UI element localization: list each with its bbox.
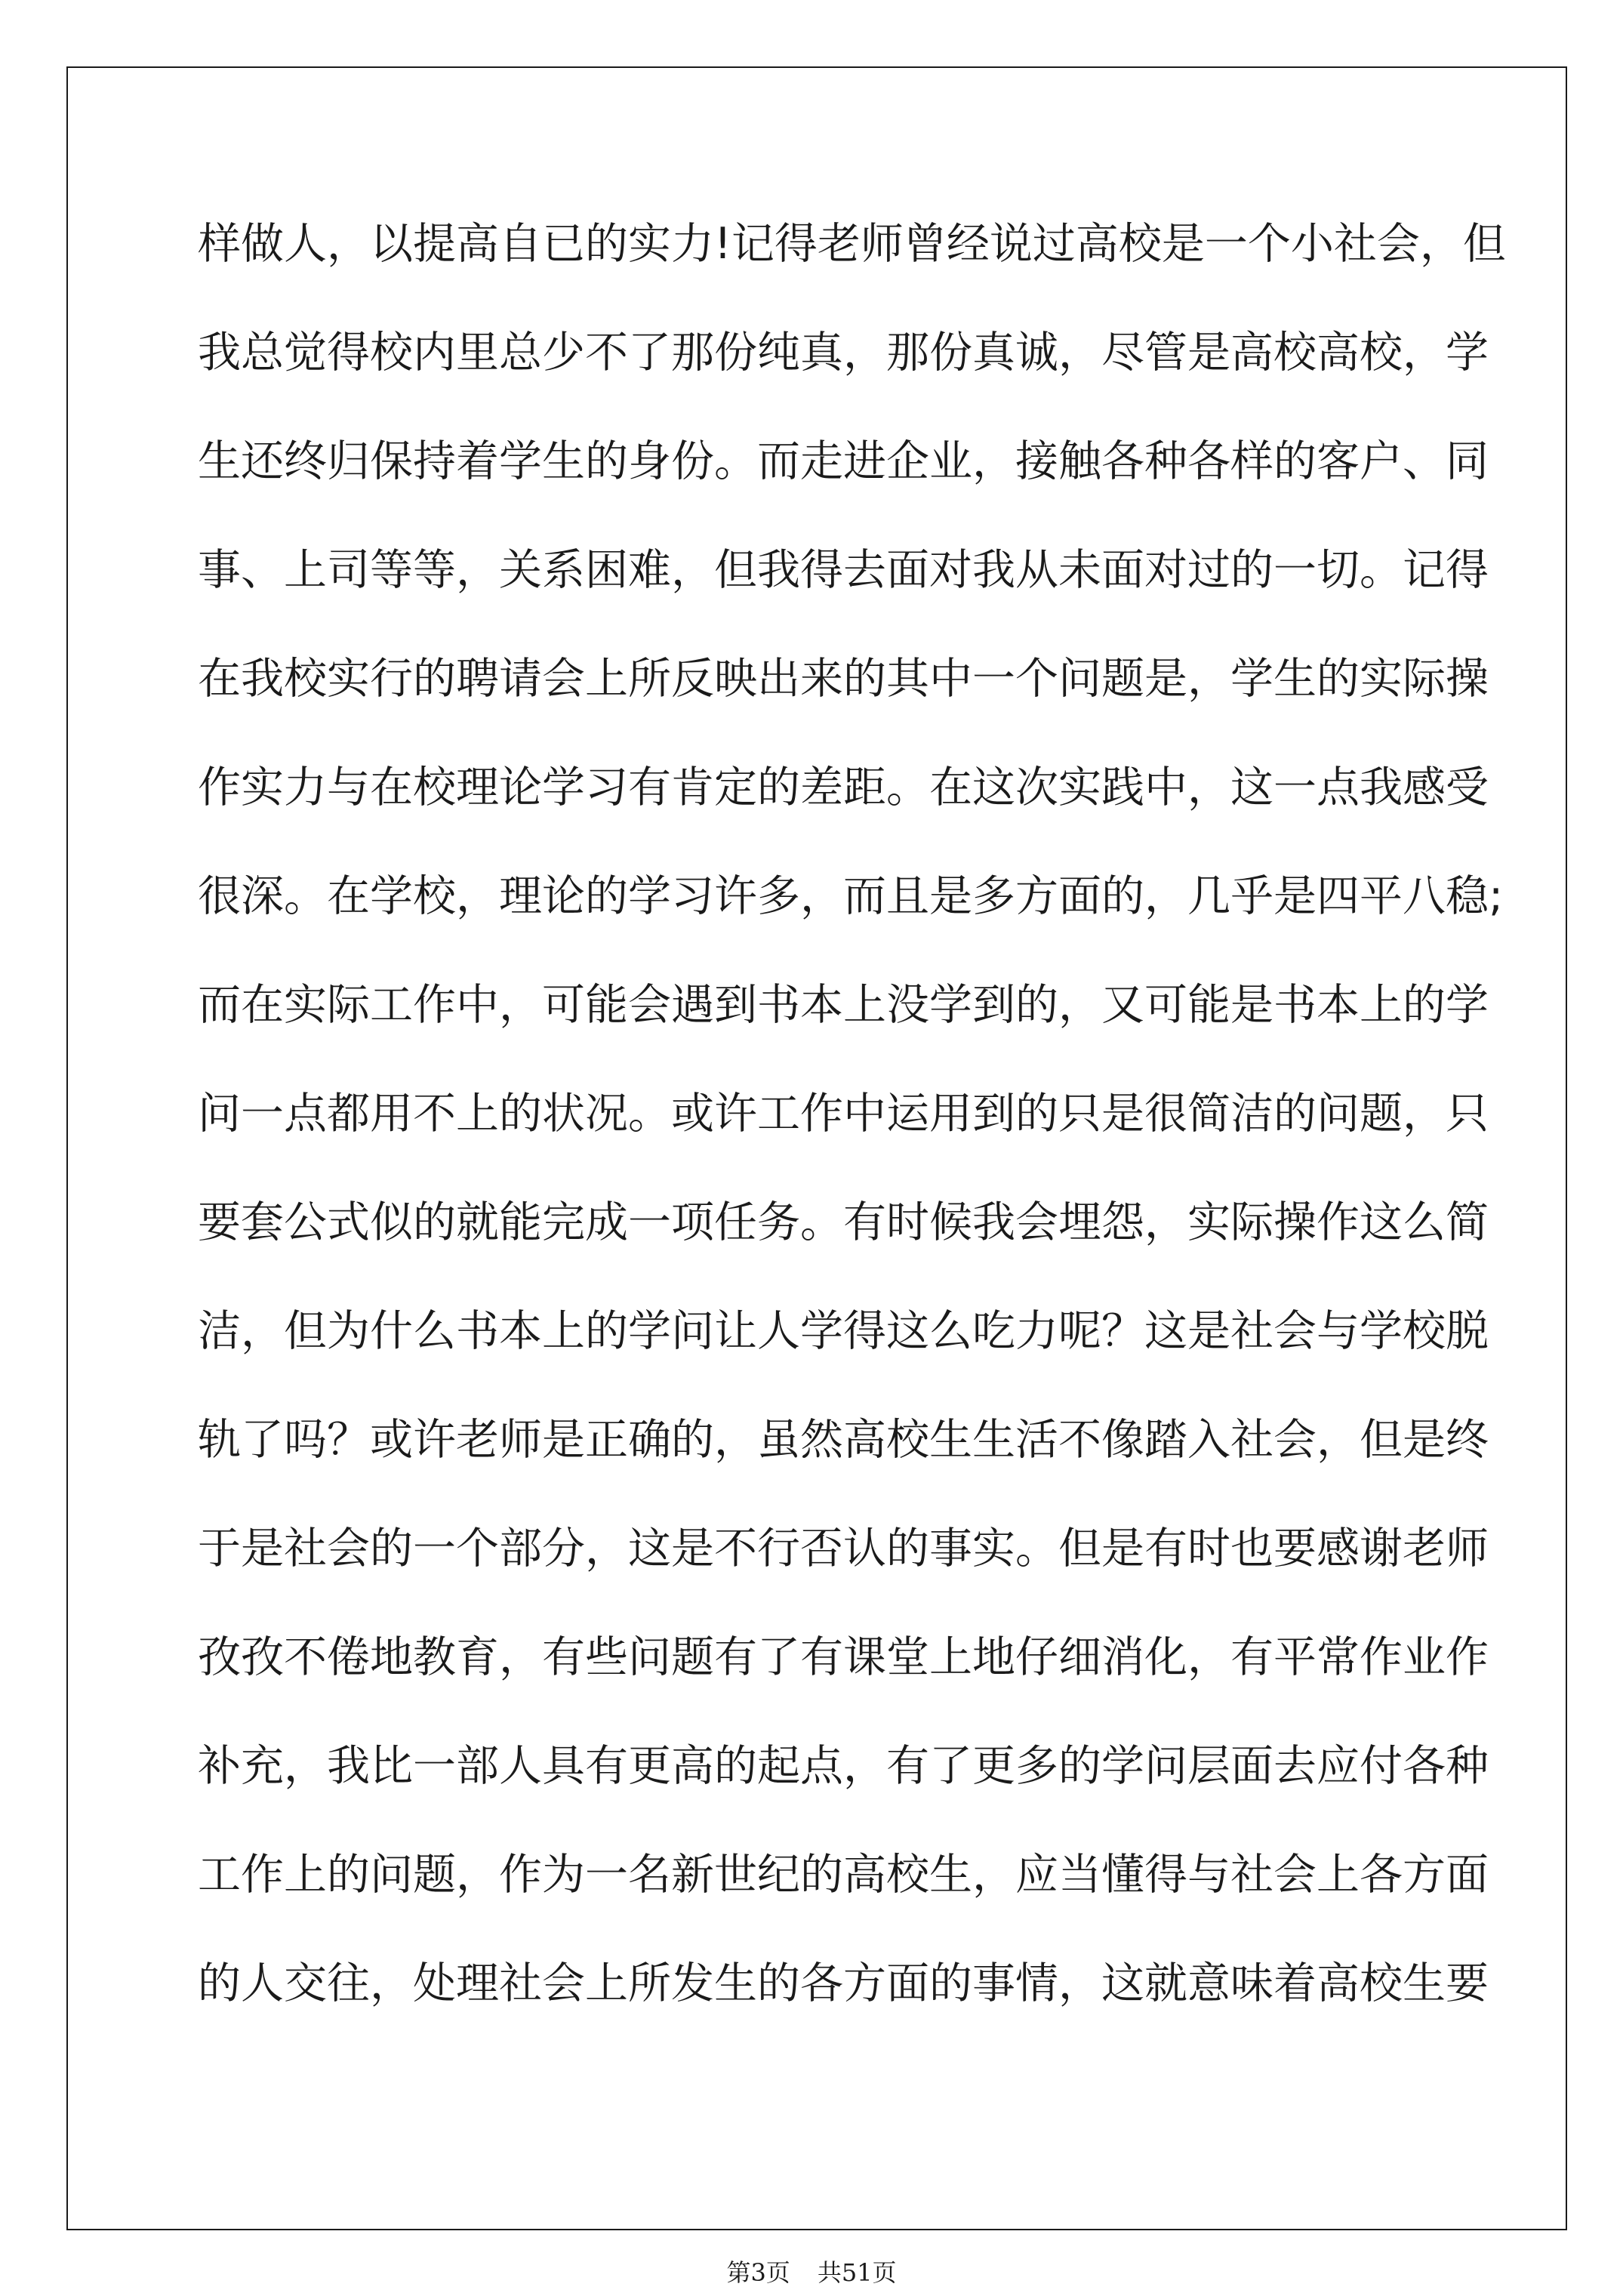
text-line: 工作上的问题，作为一名新世纪的高校生，应当懂得与社会上各方面: [198, 1850, 1489, 1900]
document-body: [198, 206, 1506, 2054]
text-line: 补充，我比一部人具有更高的起点，有了更多的学问层面去应付各种: [198, 1741, 1489, 1791]
page-total: 共51页: [817, 2258, 897, 2287]
text-line: 很深。在学校，理论的学习许多，而且是多方面的，几乎是四平八稳;: [198, 871, 1504, 921]
text-line: 作实力与在校理论学习有肯定的差距。在这次实践中，这一点我感受: [198, 763, 1489, 812]
text-line: 孜孜不倦地教育，有些问题有了有课堂上地仔细消化，有平常作业作: [198, 1632, 1489, 1682]
text-line: 轨了吗？或许老师是正确的，虽然高校生生活不像踏入社会，但是终: [198, 1415, 1489, 1465]
text-line: 问一点都用不上的状况。或许工作中运用到的只是很简洁的问题，只: [198, 1089, 1489, 1139]
page-footer: [0, 2257, 1623, 2288]
text-line: 要套公式似的就能完成一项任务。有时候我会埋怨，实际操作这么简: [198, 1197, 1489, 1247]
text-line: 生还终归保持着学生的身份。而走进企业，接触各种各样的客户、同: [198, 436, 1489, 486]
page-number: 第3页: [726, 2258, 790, 2287]
text-line: 而在实际工作中，可能会遇到书本上没学到的，又可能是书本上的学: [198, 980, 1489, 1030]
text-line: 在我校实行的聘请会上所反映出来的其中一个问题是，学生的实际操: [198, 654, 1489, 704]
text-line: 洁，但为什么书本上的学问让人学得这么吃力呢？这是社会与学校脱: [198, 1306, 1489, 1356]
text-line: 于是社会的一个部分，这是不行否认的事实。但是有时也要感谢老师: [198, 1524, 1489, 1573]
text-line: 我总觉得校内里总少不了那份纯真，那份真诚，尽管是高校高校，学: [198, 328, 1489, 378]
text-line: 样做人，以提高自已的实力!记得老师曾经说过高校是一个小社会，但: [198, 219, 1506, 269]
text-line: 的人交往，处理社会上所发生的各方面的事情，这就意味着高校生要: [198, 1959, 1489, 2008]
text-line: 事、上司等等，关系困难，但我得去面对我从未面对过的一切。记得: [198, 545, 1489, 595]
